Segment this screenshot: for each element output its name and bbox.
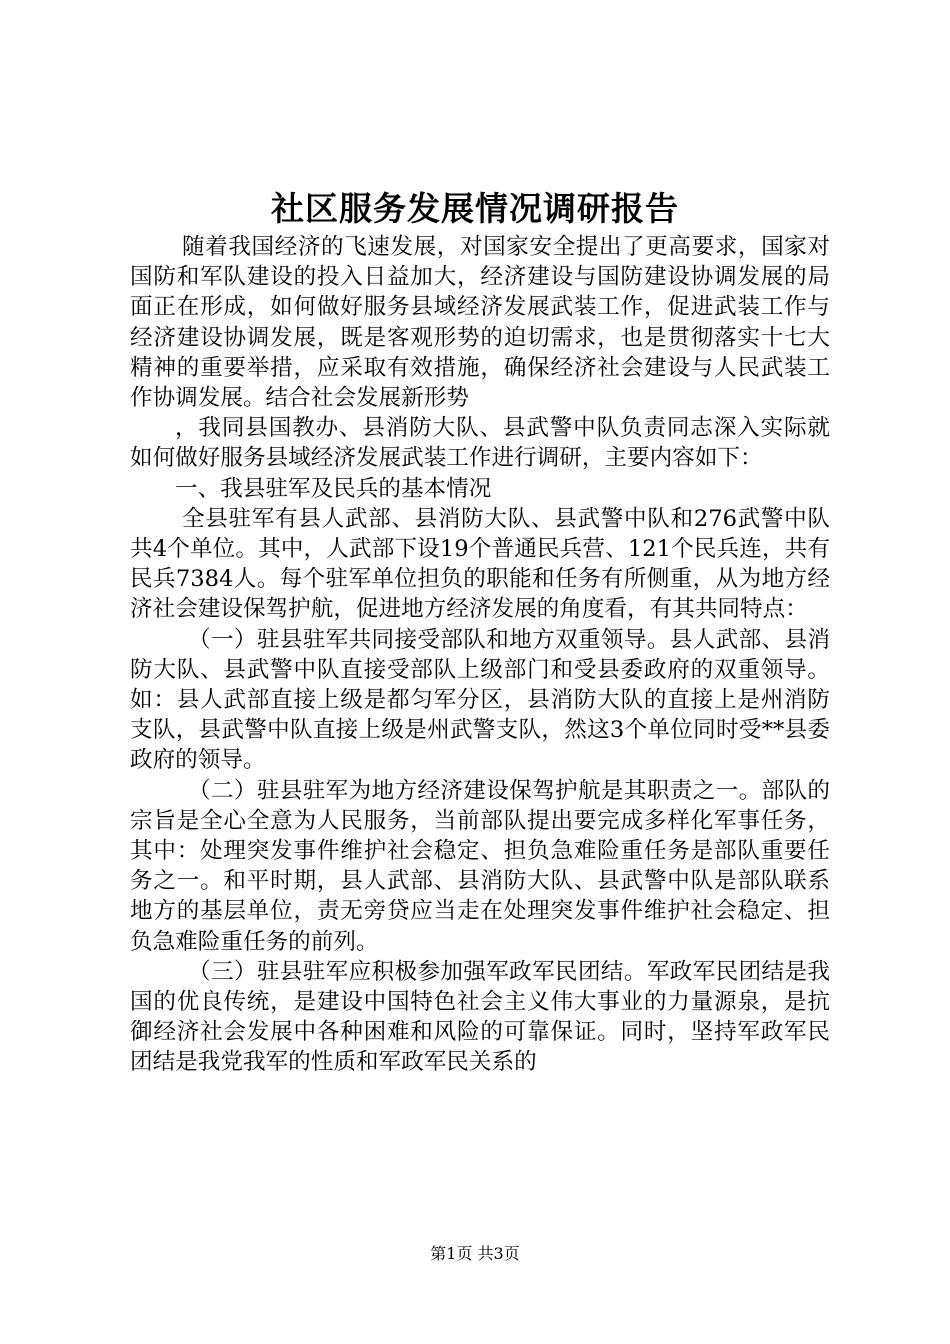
document-body bbox=[130, 232, 830, 1078]
section-heading-1: 一、我县驻军及民兵的基本情况 bbox=[175, 475, 492, 502]
paragraph-point-3: （三）驻县驻军应积极参加强军政军民团结。军政军民团结是我国的优良传统，是建设中国特色社会主义伟大事业的力量源泉，是抗御经济社会发展中各种困难和风险的可靠保证。同时，坚持军政军民团结是我党我军的性质和军政军民关系的 bbox=[130, 958, 830, 1076]
document-title: 社区服务发展情况调研报告 bbox=[271, 189, 679, 228]
paragraph-investigation: ，我同县国教办、县消防大队、县武警中队负责同志深入实际就如何做好服务县域经济发展武装工作进行调研，主要内容如下： bbox=[130, 415, 830, 472]
paragraph-point-1: （一）驻县驻军共同接受部队和地方双重领导。县人武部、县消防大队、县武警中队直接受部队上级部门和受县委政府的双重领导。如：县人武部直接上级是都匀军分区，县消防大队的直接上是州消防支队，县武警中队直接上级是州武警支队，然这3个单位同时受**县委政府的领导。 bbox=[130, 626, 830, 774]
paragraph-overview: 全县驻军有县人武部、县消防大队、县武警中队和276武警中队共4个单位。其中，人武部下设19个普通民兵营、121个民兵连，共有民兵7384人。每个驻军单位担负的职能和任务有所侧重，从为地方经济社会建设保驾护航，促进地方经济发展的角度看，有其共同特点： bbox=[130, 505, 830, 623]
paragraph-point-2: （二）驻县驻军为地方经济建设保驾护航是其职责之一。部队的宗旨是全心全意为人民服务，当前部队提出要完成多样化军事任务，其中：处理突发事件维护社会稳定、担负急难险重任务是部队重要任务之一。和平时期，县人武部、县消防大队、县武警中队是部队联系地方的基层单位，责无旁贷应当走在处理突发事件维护社会稳定、担负急难险重任务的前列。 bbox=[130, 777, 830, 955]
paragraph-intro: 随着我国经济的飞速发展，对国家安全提出了更高要求，国家对国防和军队建设的投入日益加大，经济建设与国防建设协调发展的局面正在形成，如何做好服务县域经济发展武装工作，促进武装工作与经济建设协调发展，既是客观形势的迫切需求，也是贯彻落实十七大精神的重要举措，应采取有效措施，确保经济社会建设与人民武装工作协调发展。结合社会发展新形势 bbox=[130, 234, 830, 412]
page-number-footer: 第1页 共3页 bbox=[430, 1244, 520, 1263]
